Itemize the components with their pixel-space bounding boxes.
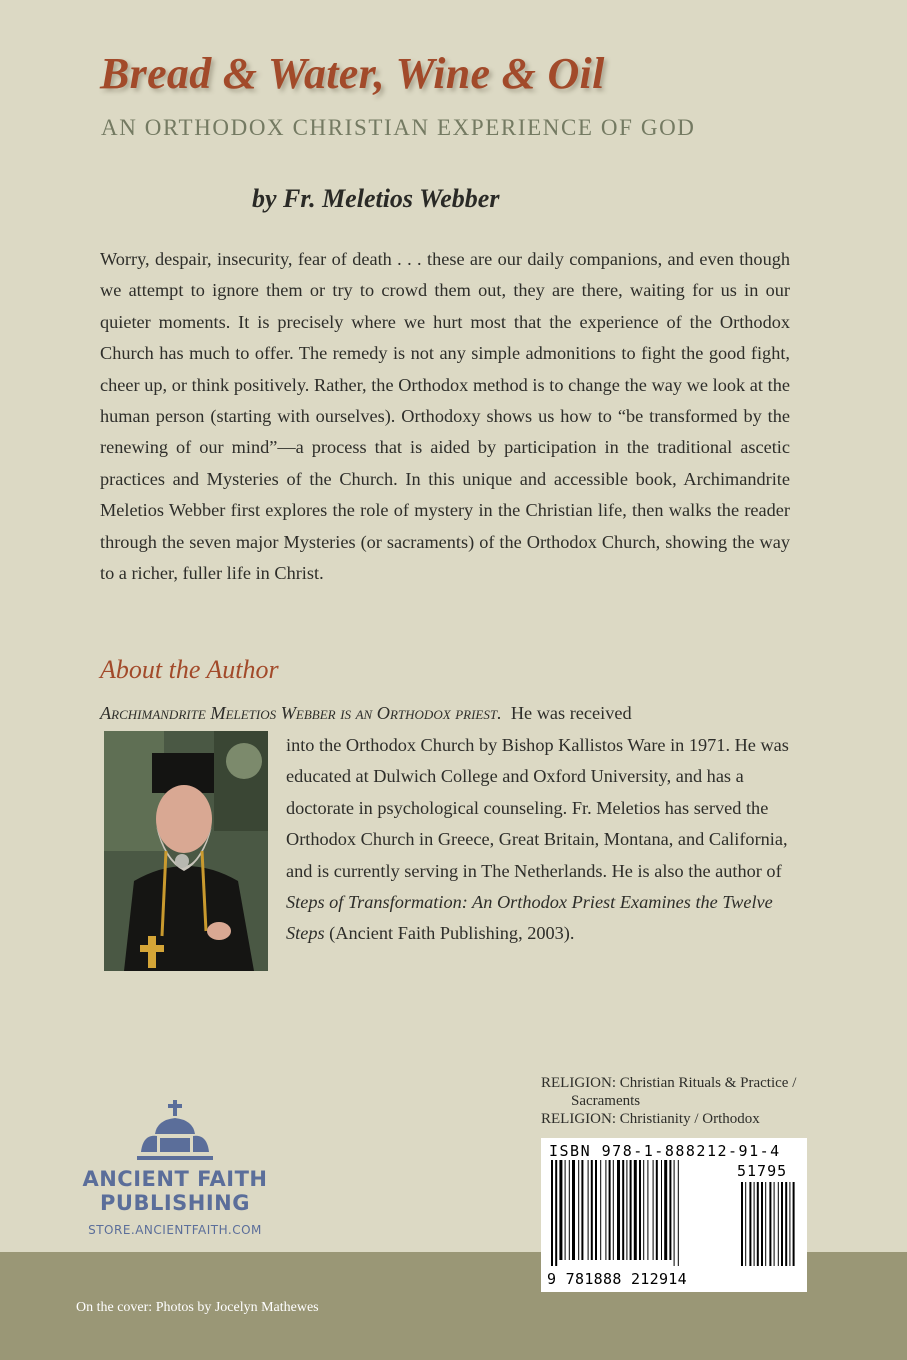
author-bio xyxy=(286,730,806,950)
barcode-addon-bar xyxy=(765,1182,766,1266)
barcode-addon-bar xyxy=(761,1182,763,1266)
cover-photo-credit: On the cover: Photos by Jocelyn Mathewes xyxy=(76,1300,319,1315)
author-byline: by Fr. Meletios Webber xyxy=(252,184,500,213)
barcode-bar xyxy=(661,1160,662,1260)
publisher-url[interactable]: STORE.ANCIENTFAITH.COM xyxy=(88,1223,262,1237)
barcode-bar xyxy=(555,1160,557,1266)
author-bio-text: into the Orthodox Church by Bishop Kallistos Ware in 1971. He was educated at Dulwich College and Oxford University, and has a doctorate in psychological counseling. Fr. Meletios has served the Orthodox Church in Greece, Great Britain, Montana, and California, and is currently serving in The Netherlands. He is also the author of xyxy=(286,735,789,881)
category-line2: Sacraments xyxy=(571,1093,641,1109)
barcode-bar xyxy=(609,1160,611,1260)
barcode-bar xyxy=(643,1160,644,1260)
barcode-bar xyxy=(630,1160,632,1260)
barcode-addon-bar xyxy=(745,1182,746,1266)
barcode-bar xyxy=(569,1160,570,1260)
book-subtitle: AN ORTHODOX CHRISTIAN EXPERIENCE OF GOD xyxy=(101,115,696,140)
barcode-bar xyxy=(578,1160,579,1260)
barcode-addon-bar xyxy=(769,1182,771,1266)
barcode-bar xyxy=(565,1160,566,1260)
barcode-bar xyxy=(600,1160,601,1260)
barcode-bar xyxy=(664,1160,667,1260)
author-other-book-title: Steps of Transformation: An Orthodox Priest Examines the Twelve Steps xyxy=(286,892,773,944)
barcode xyxy=(541,1138,807,1292)
author-bio-lead-rest: He was received xyxy=(510,703,632,723)
publisher-name-line1: ANCIENT FAITH xyxy=(82,1167,268,1191)
barcode-addon-bar xyxy=(749,1182,751,1266)
book-title: Bread & Water, Wine & Oil xyxy=(100,49,605,98)
barcode-bar xyxy=(653,1160,654,1260)
isbn-label: ISBN 978-1-888212-91-4 xyxy=(549,1142,781,1160)
barcode-bar xyxy=(634,1160,637,1260)
about-author-heading: About the Author xyxy=(100,655,279,684)
barcode-bar xyxy=(622,1160,624,1260)
book-description: Worry, despair, insecurity, fear of death . . . these are our daily companions, and even though we attempt to ignore them or try to crowd them out, they are there, waiting for us in our quieter moments. It is precisely where we hurt most that the experience of the Orthodox Church has much to offer. The remedy is not any simple admonitions to fight the good fight, cheer up, or think positively. Rather, the Orthodox method is to change the way we look at the human person (starting with ourselves). Orthodoxy shows us how to “be transformed by the renewing of our mind”—a process that is aided by participation in the traditional ascetic practices and Mysteries of the Church. In this unique and accessible book, Archimandrite Meletios Webber first explores the role of mystery in the Christian life, then walks the reader through the seven major Mysteries (or sacraments) of the Orthodox Church, showing the way to a richer, fuller life in Christ. xyxy=(100,249,790,584)
author-photo xyxy=(104,731,268,971)
barcode-bar xyxy=(588,1160,589,1260)
barcode-bar xyxy=(639,1160,641,1260)
barcode-bar xyxy=(572,1160,575,1260)
barcode-bar xyxy=(605,1160,606,1260)
barcode-bar xyxy=(656,1160,658,1260)
barcode-addon-bar xyxy=(785,1182,787,1266)
barcode-bar xyxy=(551,1160,553,1266)
barcode-bar xyxy=(617,1160,620,1260)
author-bio-lead xyxy=(100,698,800,729)
church-dome-icon xyxy=(135,1100,215,1162)
barcode-bar xyxy=(669,1160,671,1260)
barcode-bar xyxy=(678,1160,679,1266)
barcode-bar xyxy=(626,1160,627,1260)
barcode-addon-bar xyxy=(793,1182,795,1266)
author-bio-lead-caps: Archimandrite Meletios Webber is an Orthodox priest. xyxy=(100,703,502,723)
barcode-addon-bar xyxy=(781,1182,783,1266)
barcode-addon-bar xyxy=(774,1182,775,1266)
category-line3: RELIGION: Christianity / Orthodox xyxy=(541,1111,760,1127)
category-line1: RELIGION: Christian Rituals & Practice / xyxy=(541,1075,797,1091)
barcode-bar xyxy=(595,1160,597,1260)
barcode-bar xyxy=(581,1160,583,1260)
author-portrait-illustration xyxy=(104,731,268,971)
barcode-addon-bar xyxy=(741,1182,743,1266)
barcode-bar xyxy=(674,1160,675,1266)
barcode-bar xyxy=(613,1160,614,1260)
barcode-addon-bar xyxy=(789,1182,790,1266)
publisher-logo xyxy=(70,1100,280,1237)
barcode-bar xyxy=(559,1160,562,1260)
barcode-addon-bar xyxy=(778,1182,779,1266)
publisher-name-line2: PUBLISHING xyxy=(100,1191,250,1215)
barcode-addon-number: 51795 xyxy=(737,1162,788,1180)
author-bio-publication: (Ancient Faith Publishing, 2003). xyxy=(329,923,575,944)
barcode-addon-bar xyxy=(757,1182,759,1266)
book-category xyxy=(541,1074,861,1128)
barcode-addon-bar xyxy=(754,1182,755,1266)
barcode-bar xyxy=(591,1160,593,1260)
ean-number: 9 781888 212914 xyxy=(547,1270,687,1288)
barcode-bar xyxy=(647,1160,648,1260)
